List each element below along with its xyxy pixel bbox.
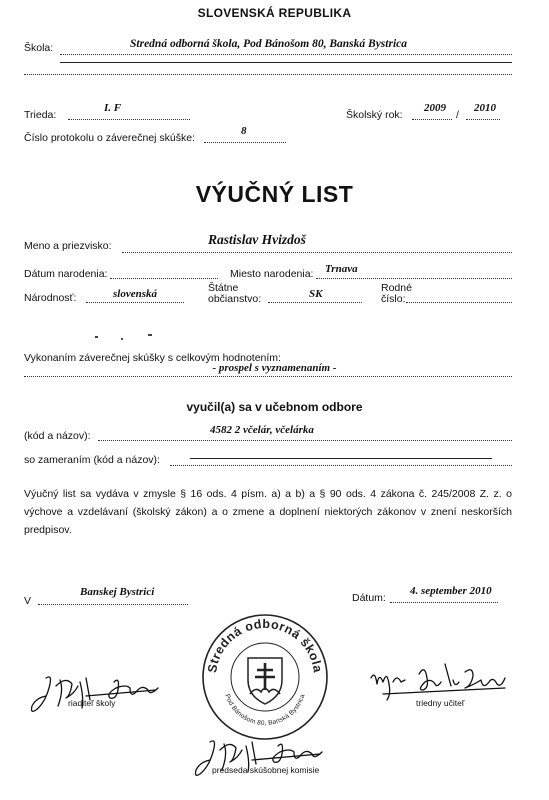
trained-heading: vyučil(a) sa v učebnom odbore [186,400,363,414]
class-teacher-caption: triedny učiteľ [416,698,465,708]
school-second-line [60,62,512,63]
citizenship-label [208,283,261,305]
birth-number-label-line2: číslo: [381,293,406,305]
exam-result-value: - prospel s vyznamenaním - [212,362,337,374]
nationality-label: Národnosť: [24,292,77,304]
place-value: Banskej Bystrici [80,586,155,598]
citizenship-label-line2: občianstvo: [208,293,262,305]
legal-text: Výučný list sa vydáva v zmysle § 16 ods. 4 písm. a) a b) a § 90 ods. 4 zákona č. 245/2008 Z. z. o výchove a vzdelávaní (školský zákon) a o zmene a doplnení niektorých zákonov v znení neskorších predpisov. [24,488,512,536]
field-code-line [98,440,512,441]
school-dotted-line [60,54,512,55]
birth-number-label-line1: Rodné [381,282,412,294]
stamp-inner-text: Pod Bánošom 80, Banská Bystrica [223,693,307,728]
coat-of-arms-icon [248,658,282,704]
school-year-to-line [466,119,500,120]
speck [148,334,152,336]
stamp-outer-text: Stredná odborná škola [205,616,325,674]
protocol-line [204,142,286,143]
school-year-separator: / [456,109,459,121]
name-label: Meno a priezvisko: [24,240,112,252]
field-code-value: 4582 2 včelár, včelárka [210,424,314,436]
birth-place-line [316,278,512,279]
birth-place-value: Trnava [325,263,358,275]
country-heading: SLOVENSKÁ REPUBLIKA [197,6,352,20]
protocol-value: 8 [241,125,247,137]
school-year-label: Školský rok: [346,109,403,121]
document-title: VÝUČNÝ LIST [195,181,354,207]
date-value: 4. september 2010 [410,585,492,597]
name-line [122,252,512,253]
protocol-label: Číslo protokolu o záverečnej skúške: [24,132,195,144]
school-label: Škola: [24,42,54,54]
school-year-from: 2009 [424,102,446,114]
citizenship-label-line1: Štátne [208,282,239,294]
speck [121,338,123,340]
focus-label: so zameraním (kód a názov): [24,454,160,466]
exam-result-line [24,376,512,377]
focus-solid-line [190,458,492,459]
school-value: Stredná odborná škola, Pod Bánošom 80, Banská Bystrica [130,38,408,50]
birth-date-label: Dátum narodenia: [24,268,108,280]
speck [95,336,98,338]
class-value: I. F [104,102,122,114]
birth-place-label: Miesto narodenia: [230,268,314,280]
school-year-from-line [412,119,452,120]
place-line [38,604,188,605]
field-code-label: (kód a názov): [24,430,91,442]
place-label: V [24,595,32,607]
date-label: Dátum: [352,592,386,604]
birth-date-line [110,278,218,279]
nationality-value: slovenská [113,288,157,300]
commission-chair-caption: predseda skúšobnej komisie [212,765,320,775]
exam-result-label: Vykonaním záverečnej skúšky s celkovým hodnotením: [24,352,281,364]
school-third-line [24,74,512,75]
birth-number-line [406,302,512,303]
nationality-line [86,302,184,303]
class-label: Trieda: [24,109,57,121]
focus-dotted-line [170,465,512,466]
director-signature [26,668,166,716]
citizenship-value: SK [309,288,323,300]
class-line [68,119,190,120]
citizenship-line [268,302,362,303]
school-year-to: 2010 [474,102,496,114]
school-stamp [200,612,330,742]
date-line [390,602,498,603]
director-caption: riaditeľ školy [68,698,116,708]
name-value: Rastislav Hvizdoš [208,232,306,247]
